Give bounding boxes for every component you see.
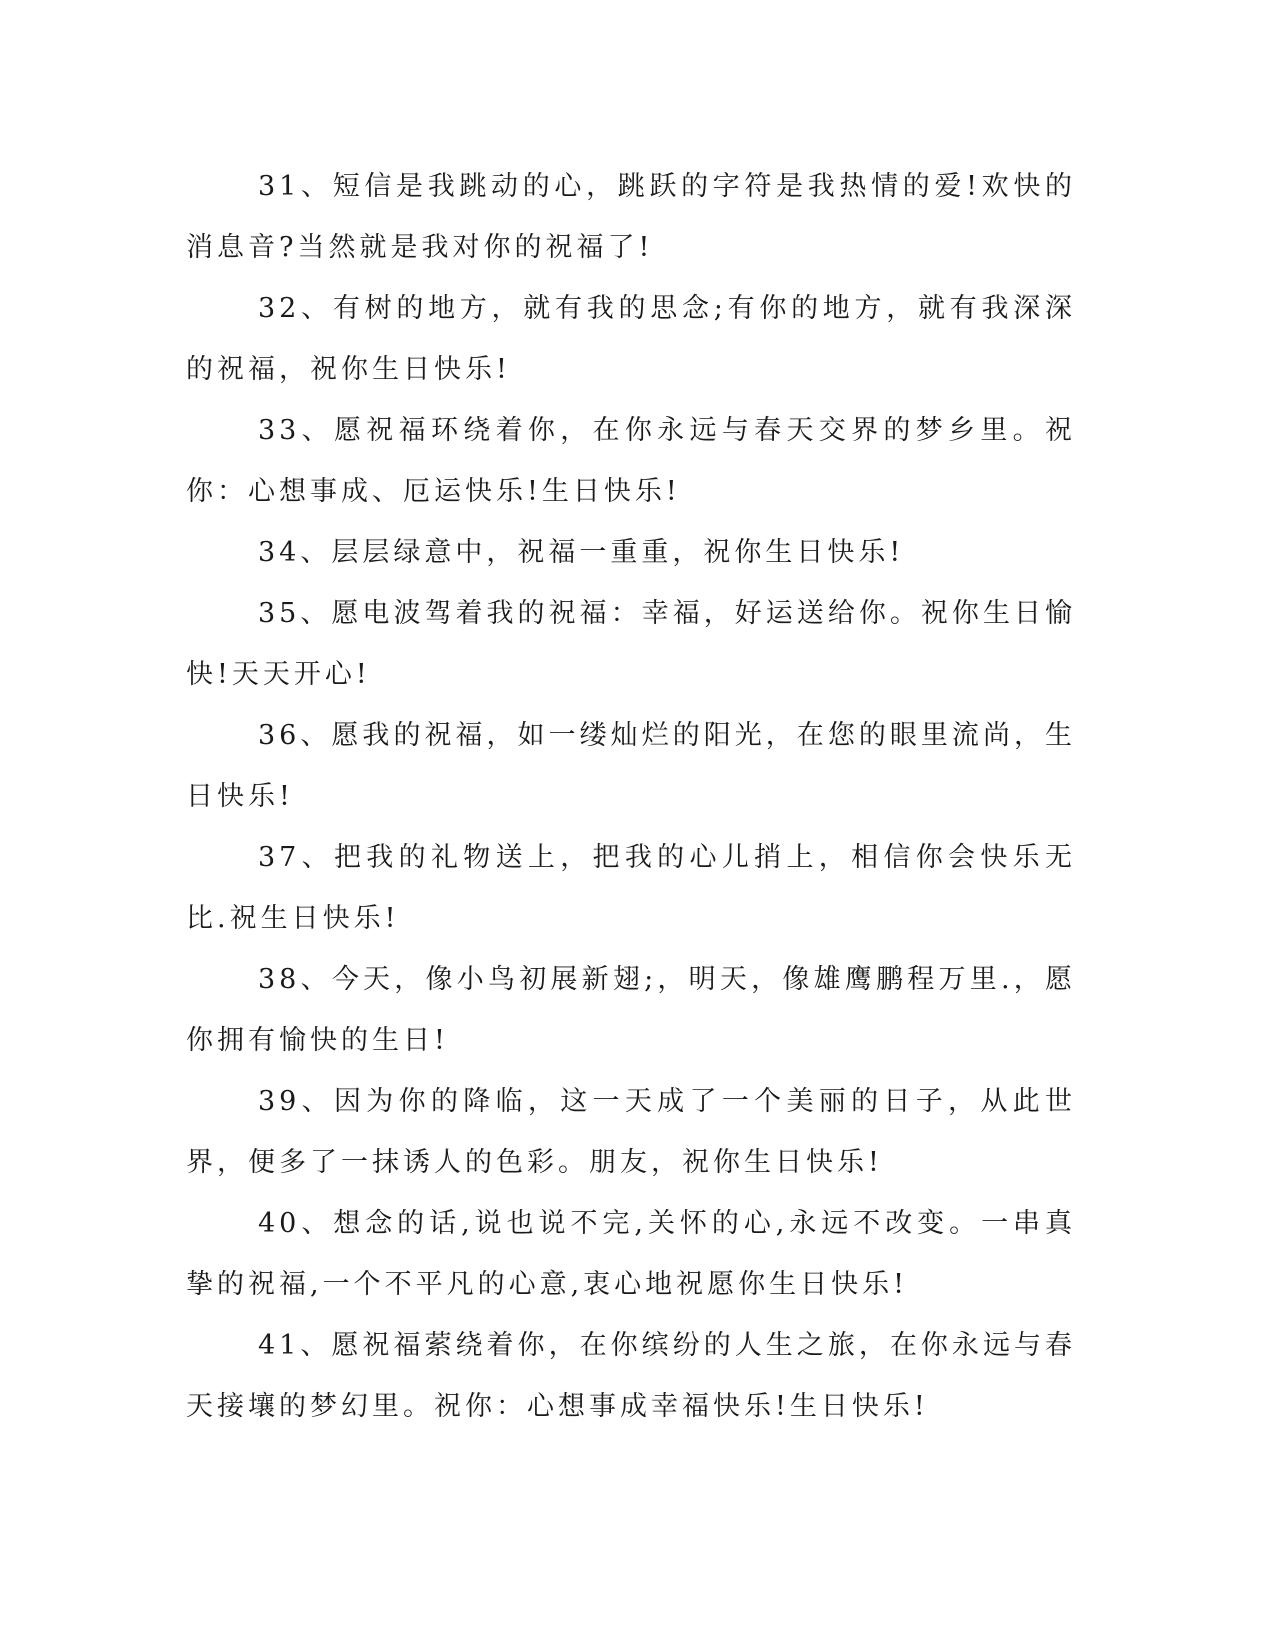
- paragraph-41: 41、愿祝福萦绕着你，在你缤纷的人生之旅，在你永远与春天接壤的梦幻里。祝你：心想事成幸福快乐!生日快乐!: [186, 1330, 1076, 1422]
- paragraph-31: 31、短信是我跳动的心，跳跃的字符是我热情的爱!欢快的消息音?当然就是我对你的祝福了!: [186, 171, 1076, 263]
- paragraph-34: 34、层层绿意中，祝福一重重，祝你生日快乐!: [258, 537, 905, 568]
- paragraph-40: 40、想念的话,说也说不完,关怀的心,永远不改变。一串真挚的祝福,一个不平凡的心意,衷心地祝愿你生日快乐!: [186, 1208, 1076, 1300]
- paragraph-39: 39、因为你的降临，这一天成了一个美丽的日子，从此世界，便多了一抹诱人的色彩。朋友，祝你生日快乐!: [186, 1086, 1076, 1178]
- paragraph-33: 33、愿祝福环绕着你，在你永远与春天交界的梦乡里。祝你：心想事成、厄运快乐!生日快乐!: [186, 415, 1076, 507]
- document-body: [186, 156, 1076, 1437]
- paragraph-38: 38、今天，像小鸟初展新翅;，明天，像雄鹰鹏程万里.，愿你拥有愉快的生日!: [186, 964, 1076, 1056]
- paragraph-37: 37、把我的礼物送上，把我的心儿捎上，相信你会快乐无比.祝生日快乐!: [186, 842, 1076, 934]
- paragraph-35: 35、愿电波驾着我的祝福：幸福，好运送给你。祝你生日愉快!天天开心!: [186, 598, 1076, 690]
- paragraph-36: 36、愿我的祝福，如一缕灿烂的阳光，在您的眼里流尚，生日快乐!: [186, 720, 1076, 812]
- paragraph-32: 32、有树的地方，就有我的思念;有你的地方，就有我深深的祝福，祝你生日快乐!: [186, 293, 1076, 385]
